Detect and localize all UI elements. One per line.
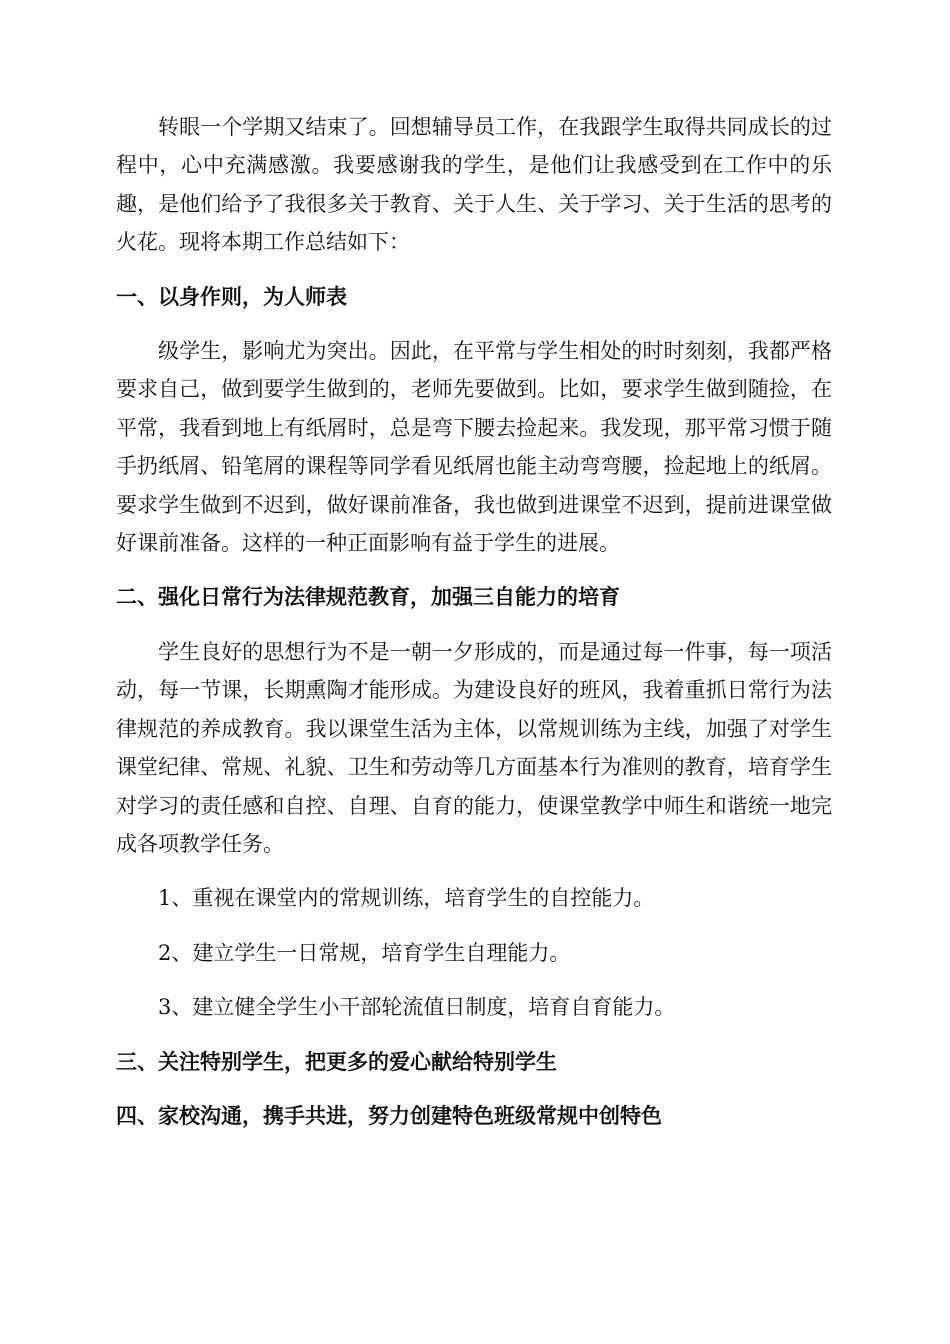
section-2-item-3: 3、建立健全学生小干部轮流值日制度，培育自育能力。 — [158, 995, 676, 1020]
section-3-heading: 三、关注特别学生，把更多的爱心献给特别学生 — [116, 1049, 557, 1074]
section-2-paragraph: 学生良好的思想行为不是一朝一夕形成的，而是通过每一件事，每一项活动，每一节课，长期熏陶才能形成。为建设良好的班风，我着重抓日常行为法律规范的养成教育。我以课堂生活为主体，以常规训练为主线，加强了对学生课堂纪律、常规、礼貌、卫生和劳动等几方面基本行为准则的教育，培育学生对学习的责任感和自控、自理、自育的能力，使课堂教学中师生和谐统一地完成各项教学任务。 — [116, 639, 832, 856]
section-1-heading: 一、以身作则，为人师表 — [116, 284, 347, 309]
section-2-item-2: 2、建立学生一日常规，培育学生自理能力。 — [158, 940, 571, 965]
section-2-heading: 二、强化日常行为法律规范教育，加强三自能力的培育 — [116, 585, 620, 610]
section-1-paragraph: 级学生，影响尤为突出。因此，在平常与学生相处的时时刻刻，我都严格要求自己，做到要学生做到的，老师先要做到。比如，要求学生做到随捡，在平常，我看到地上有纸屑时，总是弯下腰去捡起来。我发现，那平常习惯于随手扔纸屑、铅笔屑的课程等同学看见纸屑也能主动弯弯腰，捡起地上的纸屑。要求学生做到不迟到，做好课前准备，我也做到进课堂不迟到，提前进课堂做好课前准备。这样的一种正面影响有益于学生的进展。 — [116, 339, 832, 556]
section-2-item-1: 1、重视在课堂内的常规训练，培育学生的自控能力。 — [158, 886, 655, 911]
intro-paragraph: 转眼一个学期又结束了。回想辅导员工作，在我跟学生取得共同成长的过程中，心中充满感激。我要感谢我的学生，是他们让我感受到在工作中的乐趣，是他们给予了我很多关于教育、关于人生、关于学习、关于生活的思考的火花。现将本期工作总结如下： — [116, 115, 832, 255]
section-4-heading: 四、家校沟通，携手共进，努力创建特色班级常规中创特色 — [116, 1103, 662, 1128]
document-body — [116, 108, 832, 1135]
